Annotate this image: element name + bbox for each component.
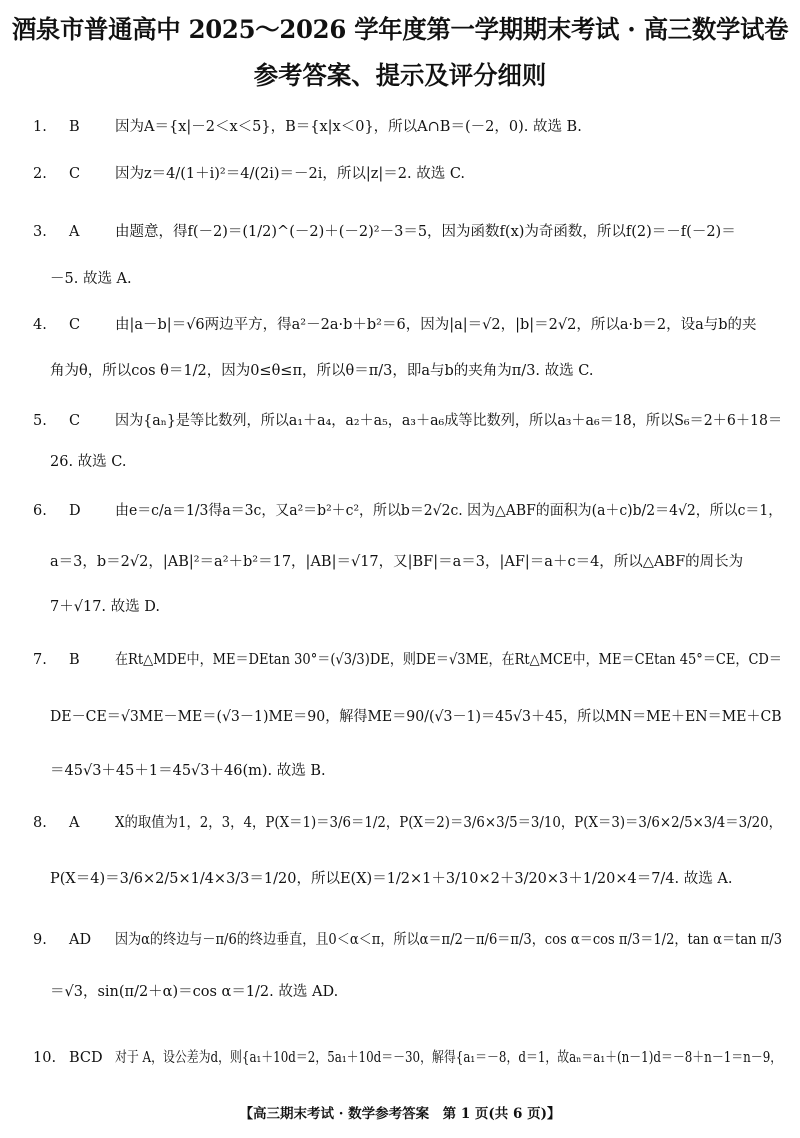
answer-line-8 xyxy=(0,812,800,834)
answer-choice: B xyxy=(69,119,80,135)
answer-line-7 xyxy=(0,649,800,671)
answer-line-7-cont2 xyxy=(0,760,800,782)
answer-choice: C xyxy=(69,413,81,429)
answer-explanation: 角为θ，所以cos θ＝1/2，因为0≤θ≤π，所以θ＝π/3，即a与b的夹角为π/3. 故选 C. xyxy=(50,363,594,379)
question-number: 2. xyxy=(33,166,47,182)
answer-line-10 xyxy=(0,1047,800,1069)
answer-explanation: P(X＝4)＝3/6×2/5×1/4×3/3＝1/20，所以E(X)＝1/2×1＋3/10×2＋3/20×3＋1/20×4＝7/4. 故选 A. xyxy=(50,871,733,887)
answer-explanation: ＝√3，sin(π/2＋α)＝cos α＝1/2. 故选 AD. xyxy=(50,984,339,1000)
answer-choice: BCD xyxy=(69,1050,103,1066)
answer-explanation: －5. 故选 A. xyxy=(50,271,132,287)
answer-line-6-cont xyxy=(0,551,800,573)
answer-explanation: 由|a－b|＝√6两边平方，得a²－2a·b＋b²＝6，因为|a|＝√2，|b|＝2√2，所以a·b＝2，设a与b的夹 xyxy=(115,317,757,333)
question-number: 3. xyxy=(33,224,47,240)
page-title: 酒泉市普通高中 2025～2026 学年度第一学期期末考试 · 高三数学试卷 xyxy=(11,15,789,44)
question-number: 6. xyxy=(33,503,47,519)
answer-choice: A xyxy=(69,815,80,831)
answer-line-3-cont xyxy=(0,268,800,290)
answer-line-7-cont xyxy=(0,706,800,728)
answer-line-4-cont xyxy=(0,360,800,382)
answer-line-6 xyxy=(0,500,800,522)
answer-explanation: 因为{aₙ}是等比数列，所以a₁＋a₄，a₂＋a₅，a₃＋a₆成等比数列，所以a₃＋a₆＝18，所以S₆＝2＋6＋18＝ xyxy=(115,413,783,429)
answer-line-9 xyxy=(0,929,800,951)
question-number: 9. xyxy=(33,932,47,948)
answer-explanation: 因为A＝{x|－2＜x＜5}，B＝{x|x＜0}，所以A∩B＝(－2，0). 故选 B. xyxy=(115,119,582,135)
answer-explanation: 因为α的终边与－π/6的终边垂直，且0＜α＜π，所以α＝π/2－π/6＝π/3，cos α＝cos π/3＝1/2，tan α＝tan π/3 xyxy=(115,932,783,948)
question-number: 10. xyxy=(33,1050,57,1066)
answer-choice: C xyxy=(69,317,81,333)
answer-choice: AD xyxy=(69,932,92,948)
answer-explanation: 因为z＝4/(1＋i)²＝4/(2i)＝－2i，所以|z|＝2. 故选 C. xyxy=(115,166,466,182)
answer-choice: A xyxy=(69,224,80,240)
answer-explanation: 对于 A，设公差为d，则{a₁＋10d＝2，5a₁＋10d＝－30，解得{a₁＝－8，d＝1，故aₙ＝a₁＋(n－1)d＝－8＋n－1＝n－9， xyxy=(115,1050,783,1066)
question-number: 4. xyxy=(33,317,47,333)
answer-line-1 xyxy=(0,116,800,138)
question-number: 7. xyxy=(33,652,47,668)
answer-explanation: DE－CE＝√3ME－ME＝(√3－1)ME＝90，解得ME＝90/(√3－1)＝45√3＋45，所以MN＝ME＋EN＝ME＋CB xyxy=(50,709,782,725)
answer-explanation: 26. 故选 C. xyxy=(50,454,127,470)
answer-explanation: 7＋√17. 故选 D. xyxy=(50,599,160,615)
answer-explanation: 由e＝c/a＝1/3得a＝3c，又a²＝b²＋c²，所以b＝2√2c. 因为△ABF的面积为(a＋c)b/2＝4√2，所以c＝1， xyxy=(115,503,783,519)
question-number: 8. xyxy=(33,815,47,831)
answer-line-2 xyxy=(0,163,800,185)
answer-explanation: ＝45√3＋45＋1＝45√3＋46(m). 故选 B. xyxy=(50,763,326,779)
answer-line-4 xyxy=(0,314,800,336)
answer-choice: D xyxy=(69,503,81,519)
answer-choice: B xyxy=(69,652,80,668)
answer-line-5-cont xyxy=(0,451,800,473)
answer-explanation: a＝3，b＝2√2，|AB|²＝a²＋b²＝17，|AB|＝√17，又|BF|＝a＝3，|AF|＝a＋c＝4，所以△ABF的周长为 xyxy=(50,554,744,570)
answer-line-6-cont2 xyxy=(0,596,800,618)
answer-line-3 xyxy=(0,221,800,243)
question-number: 1. xyxy=(33,119,47,135)
answer-explanation: 由题意，得f(－2)＝(1/2)^(－2)＋(－2)²－3＝5，因为函数f(x)为奇函数，所以f(2)＝－f(－2)＝ xyxy=(115,224,736,240)
answer-line-9-cont xyxy=(0,981,800,1003)
page-footer: 【高三期末考试 · 数学参考答案 第 1 页(共 6 页)】 xyxy=(239,1106,561,1122)
question-number: 5. xyxy=(33,413,47,429)
page-subtitle: 参考答案、提示及评分细则 xyxy=(253,61,547,90)
answer-explanation: 在Rt△MDE中，ME＝DEtan 30°＝(√3/3)DE，则DE＝√3ME，在Rt△MCE中，ME＝CEtan 45°＝CE，CD＝ xyxy=(115,652,782,668)
answer-choice: C xyxy=(69,166,81,182)
answer-explanation: X的取值为1，2，3，4，P(X＝1)＝3/6＝1/2，P(X＝2)＝3/6×3/5＝3/10，P(X＝3)＝3/6×2/5×3/4＝3/20， xyxy=(115,815,783,831)
answer-line-8-cont xyxy=(0,868,800,890)
answer-line-5 xyxy=(0,410,800,432)
